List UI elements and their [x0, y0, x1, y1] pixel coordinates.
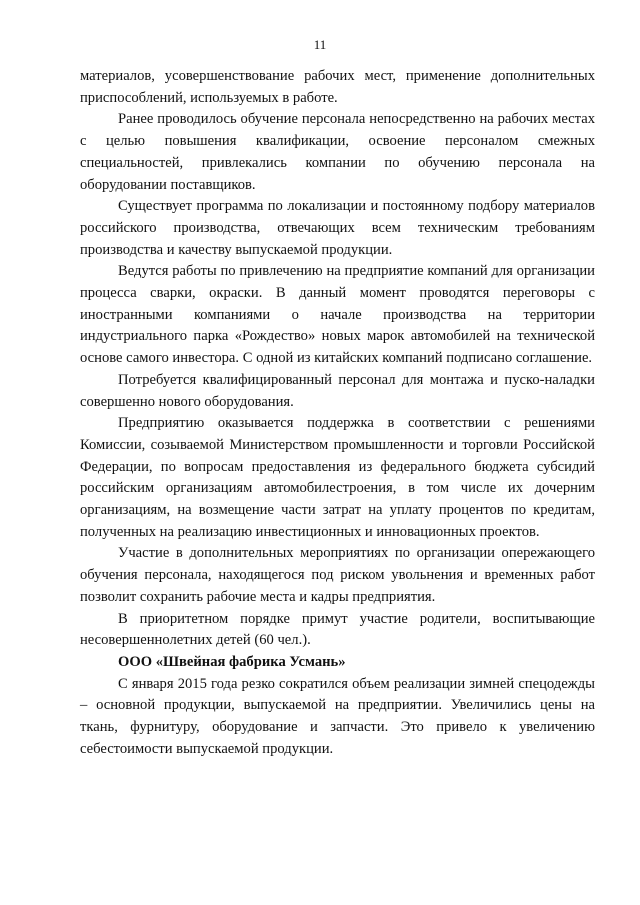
paragraph-localization-program: Существует программа по локализации и постоянному подбору материалов российского производства, отвечающих всем техническим требованиям производства и качеству выпускаемой продукции. — [80, 198, 595, 258]
paragraph-staff-training: Ранее проводилось обучение персонала непосредственно на рабочих местах с целью повышения квалификации, освоение персоналом смежных специальностей, привлекались компании по обучению персонала на оборудовании поставщиков. — [80, 111, 595, 193]
section-title: ООО «Швейная фабрика Усмань» — [118, 653, 346, 670]
paragraph-continuation: материалов, усовершенствование рабочих мест, применение дополнительных приспособлений, используемых в работе. — [80, 68, 595, 106]
paragraph-advance-training: Участие в дополнительных мероприятиях по организации опережающего обучения персонала, находящегося под риском увольнения и временных работ позволит сохранить рабочие места и кадры предприятия. — [80, 545, 595, 605]
section-paragraph: С января 2015 года резко сократился объем реализации зимней спецодежды – основной продукции, выпускаемой на предприятии. Увеличились цены на ткань, фурнитуру, оборудование и запчасти. Это привело к увеличению себестоимости выпускаемой продукции. — [80, 675, 595, 757]
paragraph-priority-participants: В приоритетном порядке примут участие родители, воспитывающие несовершеннолетних детей (60 чел.). — [80, 610, 595, 649]
document-body — [80, 66, 595, 761]
page-number: 11 — [313, 37, 327, 52]
paragraph-qualified-staff: Потребуется квалифицированный персонал для монтажа и пуско-наладки совершенно нового оборудования. — [80, 371, 595, 410]
paragraph-partner-companies: Ведутся работы по привлечению на предприятие компаний для организации процесса сварки, окраски. В данный момент проводятся переговоры с иностранными компаниями о начале производства на территории индустриального парка «Рождество» новых марок автомобилей на технической основе самого инвестора. С одной из китайских компаний подписано соглашение. — [80, 263, 595, 367]
paragraph-state-support: Предприятию оказывается поддержка в соответствии с решениями Комиссии, созываемой Министерством промышленности и торговли Российской Федерации, по вопросам предоставления из федерального бюджета субсидий российским организациям автомобилестроения, в том числе их дочерним организациям, на возмещение части затрат на уплату процентов по кредитам, полученных на реализацию инвестиционных и инновационных проектов. — [80, 415, 595, 540]
